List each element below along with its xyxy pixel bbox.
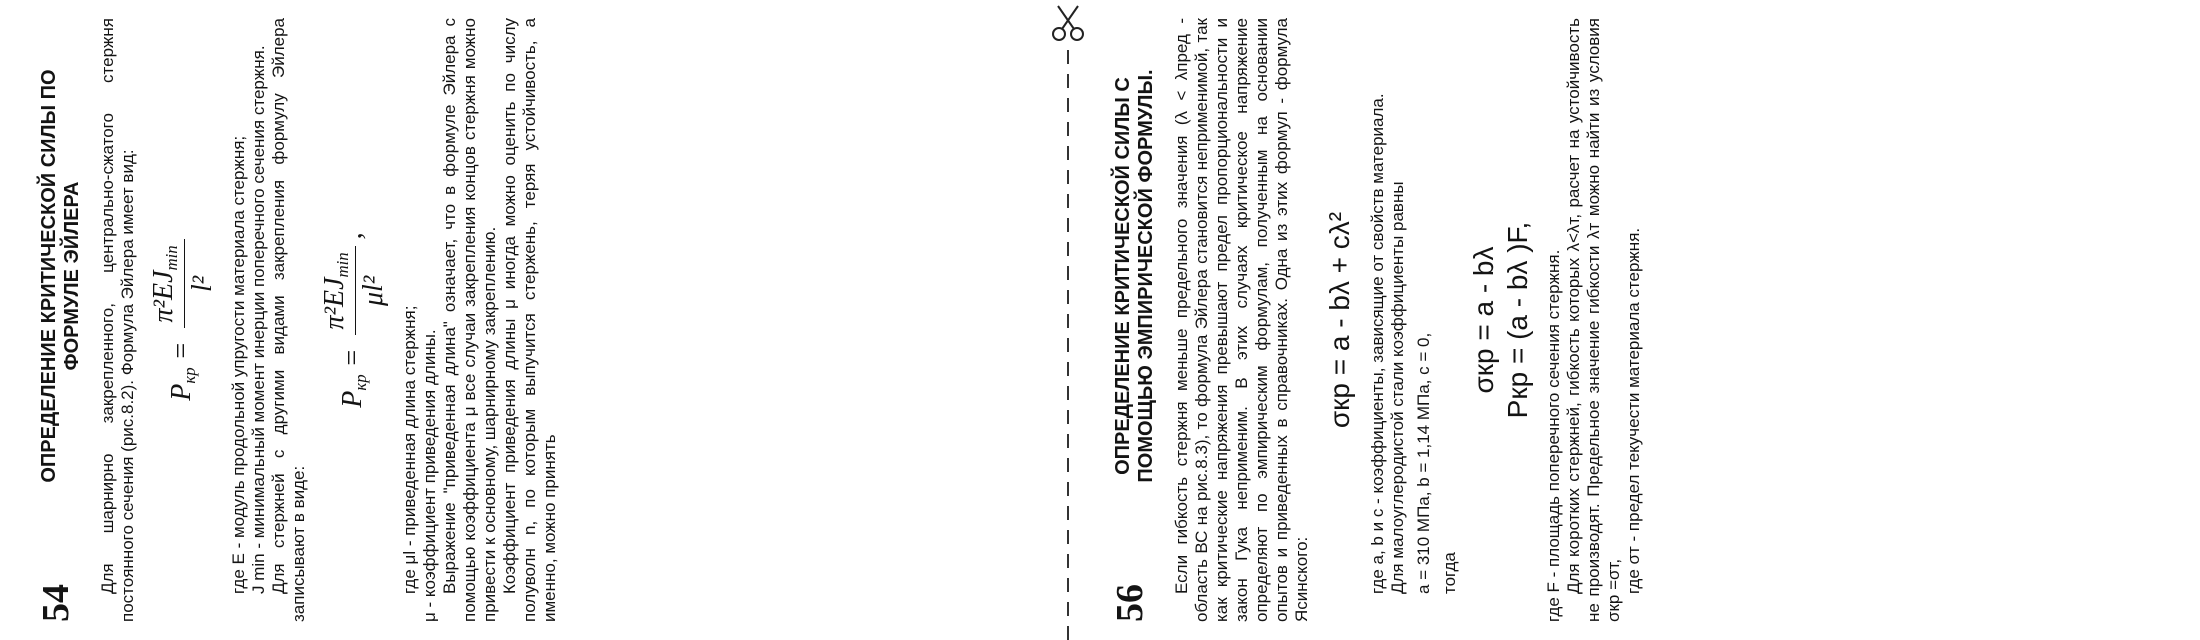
section-54 [36, 18, 1036, 622]
formula-fraction: $\pi^2EJ_{min}$ l² [148, 239, 219, 328]
formula-lhs: $P_{кр}$ [165, 367, 199, 401]
section-56 [1110, 18, 2170, 622]
stress-formula: σкр = a - bλ [1468, 246, 1499, 394]
section-number: 54 [35, 584, 77, 622]
paragraph-short-rods: Для коротких стержней, гибкость которых λ<λт, расчет на устойчивость не производят. Предельное значение гибкости λт можно найти из условия σкр =σт, [1564, 18, 1623, 622]
paragraph-intro: Для шарнирно закрепленного, центрально-сжатого стержня постоянного сечения (рис.8.2). Формула Эйлера имеет вид: [98, 18, 137, 622]
paragraph-yield: где σт - предел текучести материала стержня. [1624, 227, 1643, 594]
paragraph-then: тогда [1440, 552, 1459, 594]
paragraph-area: где F - площадь поперечного сечения стержня. [1544, 249, 1563, 622]
section-56-header [1110, 18, 1158, 622]
scissors-icon [1053, 6, 1083, 40]
formula-fraction: $\pi^2EJ_{min}$ μl² [319, 246, 390, 335]
yasinsky-formula: σкр = a - bλ + cλ² [1324, 211, 1355, 429]
paragraph-expression: Выражение "приведенная длина" означает, что в формуле Эйлера с помощью коэффициента μ все случаи закрепления концов стержня можно привести к основному, шарнирному закреплению. [440, 18, 500, 622]
euler-formula-generalized: $P_{кр}$ = $\pi^2EJ_{min}$ μl² , [319, 232, 390, 408]
section-54-header [36, 18, 84, 622]
euler-formula: $P_{кр}$ = $\pi^2EJ_{min}$ l² [148, 18, 219, 622]
section-number: 56 [1109, 584, 1151, 622]
force-formula: Pкр = (a - bλ )F, [1502, 221, 1533, 419]
section-title: ОПРЕДЕЛЕНИЕ КРИТИЧЕСКОЙ СИЛЫ ПО ФОРМУЛЕ ЭЙЛЕРА [38, 69, 83, 483]
section-title: ОПРЕДЕЛЕНИЕ КРИТИЧЕСКОЙ СИЛЫ С ПОМОЩЬЮ ЭМПИРИЧЕСКОЙ ФОРМУЛЫ. [1112, 69, 1157, 483]
paragraph-steel: Для малоуглеродистой стали коэффициенты равны [1388, 181, 1407, 594]
paragraph-j-def: J min - минимальный момент инерции поперечного сечения стержня. [249, 45, 269, 594]
paragraph-coefficients: где a, b и c - коэффициенты, зависящие от свойств материала. [1368, 93, 1387, 594]
paragraph-mu-def: μ - коэффициент приведения длины. [420, 329, 440, 622]
paragraph-intro: Если гибкость стержня меньше предельного значения (λ < λпред - область ВС на рис.8.3), то формула Эйлера становится неприменимой, так как критические напряжения превышают предел пропорциональности и закон Гука неприменим. В этих случаях критическое напряжение определяют по эмпирическим формулам, полученным на основании опытов и приведенных в справочниках. Одна из этих формул - формула Ясинского: [1172, 18, 1311, 622]
cut-line [1040, 0, 1096, 640]
paragraph-other-supports: Для стержней с другими видами закрепления формулу Эйлера записывают в виде: [269, 18, 309, 622]
paragraph-values: a = 310 МПа, b = 1,14 МПа, c = 0, [1414, 332, 1433, 594]
paragraph-reduced-length: где μl - приведенная длина стержня; [400, 305, 420, 594]
paragraph-e-def: где E - модуль продольной упругости материала стержня; [229, 135, 249, 594]
paragraph-coefficient: Коэффициент приведения длины μ иногда можно оценить по числу полуволн n, по которым выпучится стержень, теряя устойчивость, а именно, можно принять [500, 18, 560, 622]
